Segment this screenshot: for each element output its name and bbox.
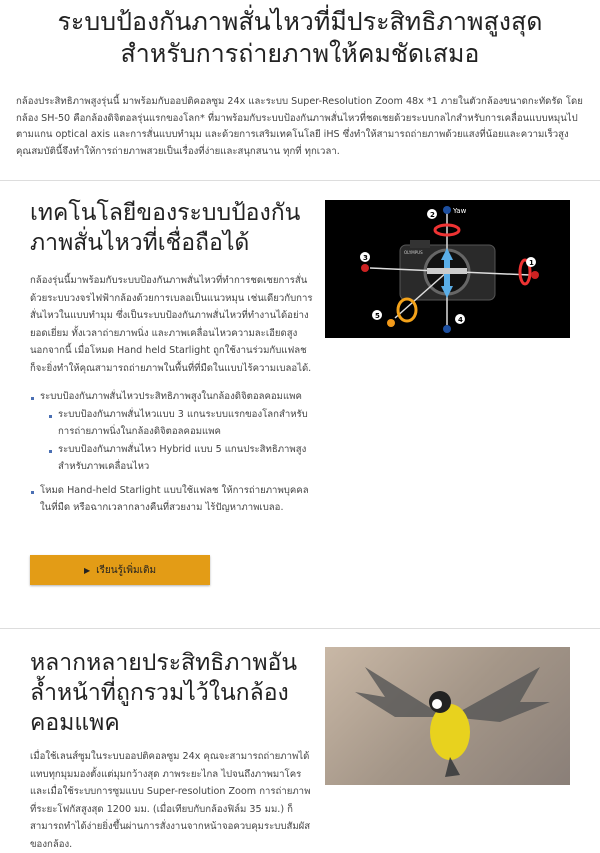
section1-body: กล้องรุ่นนี้มาพร้อมกับระบบป้องกันภาพสั่นไหวที่ทำการชดเชยการสั่นด้วยระบบวงจรไฟฟ้ากล้องด้วยการเบลอเป็นแนวหมุน เช่นเดียวกับการสั่นไหวในแบบทำมุม ซึ่งเป็นระบบป้องกันภาพสั่นไหวที่ทำงานได้อย่างยอดเยี่ยม ทั้งเวลาถ่ายภาพนิ่ง และภาพเคลื่อนไหวความละเอียดสูง นอกจากนี้ เมื่อโหมด Hand held Starlight ถูกใช้งานร่วมกับแฟลช ก็จะยิ่งทำให้คุณสามารถถ่ายภาพในพื้นที่ที่มืดในแบบไร้ความเบลอได้. [30,275,313,374]
axis-label: 5 [375,312,380,320]
bird-photo [325,647,570,785]
list-item: ระบบป้องกันภาพสั่นไหว Hybrid แบบ 5 แกนประสิทธิภาพสูงสำหรับภาพเคลื่อนไหว [48,441,315,476]
axis-label: 3 [363,254,368,262]
play-icon: ▶ [83,565,91,575]
list-item: โหมด Hand-held Starlight แบบใช้แฟลช ให้การถ่ายภาพบุคคลในที่มืด หรือฉากเวลากลางคืนที่สวยงาม ไร้ปัญหาภาพเบลอ. [30,482,315,517]
title-line-2: สำหรับการถ่ายภาพให้คมชัดเสมอ [120,39,480,68]
camera-diagram [325,200,570,338]
divider [0,628,600,629]
title-line-1: ระบบป้องกันภาพสั่นไหวที่มีประสิทธิภาพสูงสุด [57,7,543,36]
axis-label: 2 [430,211,435,219]
yaw-label: Yaw [453,207,467,215]
feature-list [30,388,315,523]
list-item [30,388,315,476]
page-title [0,6,600,70]
bird-illustration [325,647,570,785]
section1-heading: เทคโนโลยีของระบบป้องกันภาพสั่นไหวที่เชื่อถือได้ [30,200,301,256]
divider [0,180,600,181]
intro-paragraph: กล้องประสิทธิภาพสูงรุ่นนี้ มาพร้อมกับออปติคอลซูม 24x และระบบ Super-Resolution Zoom 48x *1 ภายในตัวกล้องขนาดกะทัดรัด โดยกล้อง SH-50 คือกล้องดิจิตอลรุ่นแรกของโลก* ที่มาพร้อมกับระบบป้องกันภาพสั่นไหวที่ชดเชยด้วยระบบกลไกสำหรับการเคลื่อนแบบหมุนไปตามแกน optical axis และการสั่นแบบทำมุม และด้วยการเสริมเทคโนโลยี iHS ซึ่งทำให้สามารถถ่ายภาพด้วยแสงที่น้อยและความเร็วสูง คุณสมบัตินี้จึงทำให้การถ่ายภาพสวยเป็นเรื่องที่ง่ายและสนุกสนาน ทุกที่ ทุกเวลา. [16,96,583,157]
section2-heading: หลากหลายประสิทธิภาพอันล้ำหน้าที่ถูกรวมไว้ในกล้องคอมแพค [30,650,298,736]
list-item: ระบบป้องกันภาพสั่นไหวแบบ 3 แกนระบบแรกของโลกสำหรับการถ่ายภาพนิ่งในกล้องดิจิตอลคอมแพค [48,406,315,441]
list-item-text: ระบบป้องกันภาพสั่นไหวประสิทธิภาพสูงในกล้องดิจิตอลคอมแพค [40,391,302,402]
axis-label: 4 [458,316,463,324]
stabilization-diagram-image [325,200,570,338]
section2-body: เมื่อใช้เลนส์ซูมในระบบออปติคอลซูม 24x คุณจะสามารถถ่ายภาพได้แทบทุกมุมมองตั้งแต่มุมกว้างสุด ภาพระยะไกล ไปจนถึงภาพมาโคร และเมื่อใช้ระบบการซูมแบบ Super-resolution Zoom การถ่ายภาพที่ระยะโฟกัสสูงสุด 1200 มม. (เมื่อเทียบกับกล้องฟิล์ม 35 มม.) ก็สามารถทำได้ง่ายยิ่งขึ้นผ่านการสั่งงานจากหน้าจอควบคุมระบบสัมผัสของกล้อง. [30,751,311,850]
button-label: เรียนรู้เพิ่มเติม [96,564,157,576]
axis-label: 1 [529,259,534,267]
learn-more-button[interactable] [30,555,210,585]
brand-text: OLYMPUS [404,250,423,255]
